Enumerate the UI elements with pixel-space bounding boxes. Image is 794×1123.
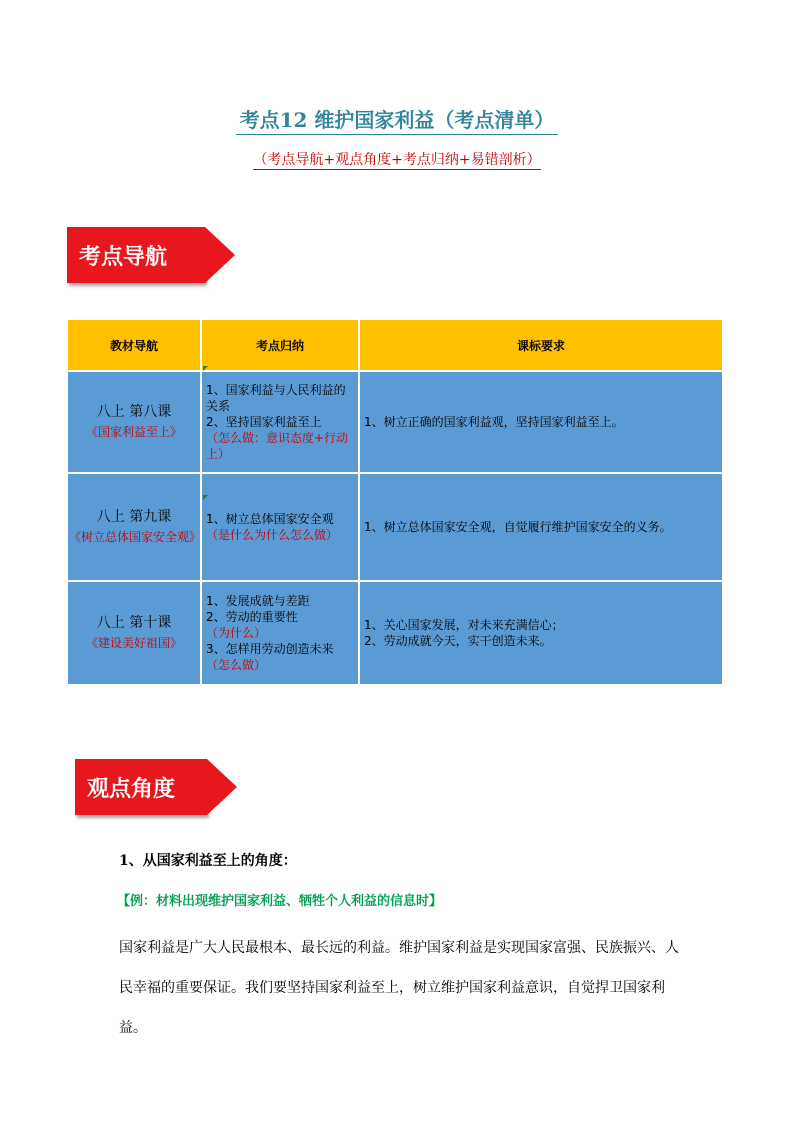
table-row: [67, 581, 723, 685]
point-item: [206, 609, 357, 641]
column-header: 课标要求: [359, 319, 723, 371]
point-item: 1、国家利益与人民利益的关系: [206, 382, 357, 414]
points-cell: [201, 581, 359, 685]
lesson-cell: [67, 581, 201, 685]
lesson-book: 《树立总体国家安全观》: [69, 530, 202, 544]
point-item: 1、树立总体国家安全观: [206, 511, 357, 527]
outline-table: [66, 318, 724, 686]
body-paragraph: 国家利益是广大人民最根本、最长远的利益。维护国家利益是实现国家富强、民族振兴、人民幸福的重要保证。我们要坚持国家利益至上，树立维护国家利益意识，自觉捍卫国家利益。: [119, 940, 679, 1036]
banner-arrow-icon: [207, 759, 237, 815]
lesson-name: 八上 第九课: [96, 509, 172, 525]
point-note: （怎么做：意识态度+行动上）: [206, 431, 349, 461]
point-note: （是什么为什么怎么做）: [206, 528, 339, 542]
lesson-cell: [67, 473, 201, 581]
section-banner-label: 观点角度: [87, 776, 176, 802]
page-title: 考点12 维护国家利益（考点清单）: [0, 104, 794, 133]
lesson-name: 八上 第八课: [96, 404, 172, 420]
requirement-cell: [359, 371, 723, 473]
section-banner-nav: [67, 227, 235, 283]
point-item: 2、坚持国家利益至上: [206, 415, 322, 429]
lesson-book: 《建设美好祖国》: [85, 636, 182, 650]
section-banner-view: [75, 759, 237, 815]
requirement-cell: [359, 473, 723, 581]
point-item: 1、发展成就与差距: [206, 594, 310, 608]
table-row: [67, 473, 723, 581]
example-label: 【例：材料出现维护国家利益、牺牲个人利益的信息时】: [117, 894, 443, 909]
page-subtitle: （考点导航+观点角度+考点归纳+易错剖析）: [253, 152, 541, 168]
point-note-inline: （为什么）: [206, 626, 267, 640]
points-cell: [201, 371, 359, 473]
point-note: （怎么做）: [206, 658, 267, 672]
column-header: 教材导航: [67, 319, 201, 371]
table-row: [67, 371, 723, 473]
lesson-name: 八上 第十课: [96, 615, 172, 631]
section-heading: 1、从国家利益至上的角度：: [119, 853, 297, 869]
lesson-cell: [67, 371, 201, 473]
point-text: 2、劳动的重要性: [206, 610, 298, 624]
column-header: 考点归纳: [201, 319, 359, 371]
banner-arrow-icon: [205, 227, 235, 283]
requirement-item: 1、树立正确的国家利益观，坚持国家利益至上。: [364, 415, 624, 429]
points-cell: [201, 473, 359, 581]
section-banner-label: 考点导航: [79, 244, 168, 270]
requirement-item: 1、关心国家发展，对未来充满信心；: [364, 618, 564, 632]
requirement-item: 1、树立总体国家安全观，自觉履行维护国家安全的义务。: [364, 520, 672, 534]
table-header-row: [67, 319, 723, 371]
requirement-cell: [359, 581, 723, 685]
point-item: 3、怎样用劳动创造未来: [206, 642, 334, 656]
lesson-book: 《国家利益至上》: [85, 425, 182, 439]
requirement-item: 2、劳动成就今天，实干创造未来。: [364, 634, 552, 648]
